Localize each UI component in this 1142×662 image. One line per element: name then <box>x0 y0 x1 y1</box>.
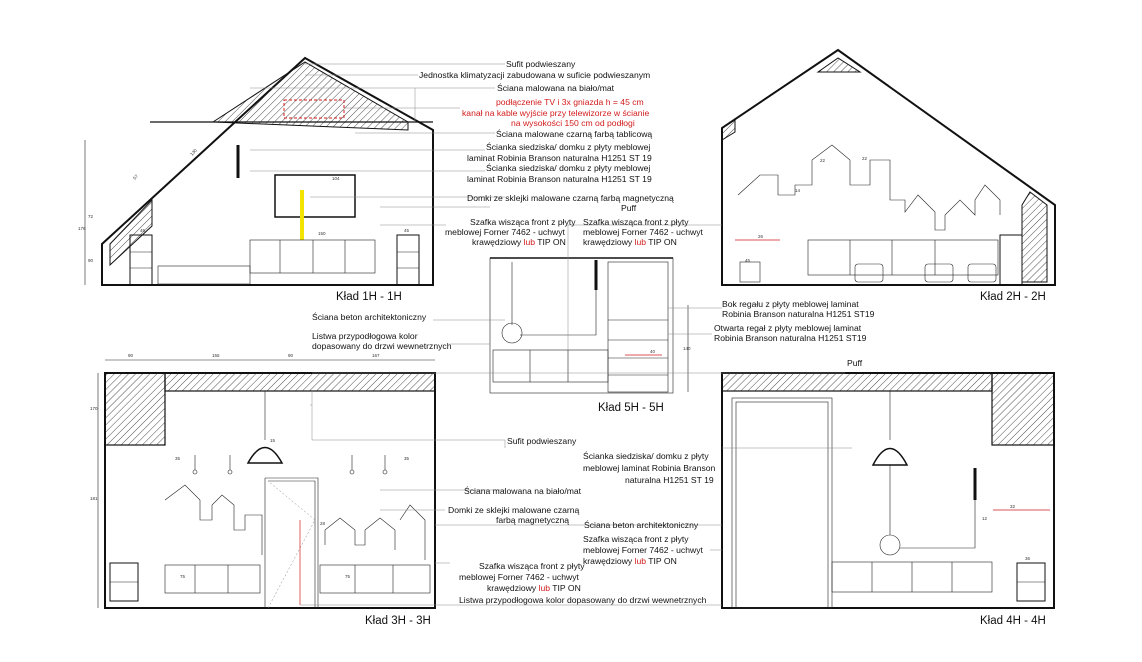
note-klima: Jednostka klimatyzacji zabudowana w suficie podwieszanym <box>419 70 651 80</box>
note-sufit-bottom: Sufit podwieszany <box>507 436 577 446</box>
view-title-4h: Kład 4H - 4H <box>980 615 1046 627</box>
house-shelf-stairs <box>738 145 1000 230</box>
note-szafka-r1-b: Szafka wisząca front z płyty <box>583 534 689 544</box>
note-beton-bottom: Ściana beton architektoniczny <box>584 520 699 530</box>
note-sciana-biala: Ściana malowana na biało/mat <box>497 83 615 93</box>
dim-label: 28 <box>320 521 326 526</box>
note-biala-bottom: Ściana malowana na biało/mat <box>464 486 582 496</box>
wall-hatch-4h-right <box>992 373 1054 445</box>
dim-label: 57 <box>132 173 140 181</box>
dim-label: 22 <box>820 158 826 163</box>
note-szafka-l3: krawędziowy lub TIP ON <box>472 237 566 247</box>
note-scianka-3: naturalna H1251 ST 19 <box>625 475 714 485</box>
note-bok-1: Bok regału z płyty meblowej laminat <box>722 299 859 309</box>
dim-label: 90 <box>288 353 294 358</box>
note-scianka-b2: laminat Robinia Branson naturalna H1251 ST 19 <box>467 174 652 184</box>
dim-label: 35 <box>175 456 181 461</box>
cabinet-row-2h <box>808 240 998 275</box>
dim-label: 90 <box>128 353 134 358</box>
note-scianka-2: meblowej laminat Robinia Branson <box>583 463 716 473</box>
tv-screen <box>275 175 355 217</box>
note-domki: Domki ze sklejki malowane czarną farbą magnetyczną <box>467 193 674 203</box>
lamp-globe-4h <box>880 535 900 555</box>
lamp-cable-5h <box>512 262 596 335</box>
note-szafka-r1: Szafka wisząca front z płyty <box>583 217 689 227</box>
dim-label: 104 <box>332 176 340 181</box>
note-tablica: Ściana malowane czarną farbą tablicową <box>496 129 653 139</box>
wall-hatch-3h-left <box>105 373 165 445</box>
note-bok-2: Robinia Branson naturalna H1251 ST19 <box>722 309 875 319</box>
pendant-lamp-3h <box>248 448 282 464</box>
roof-hatch-top-1h <box>213 62 408 130</box>
note-szafka-l2: meblowej Forner 7462 - uchwyt <box>445 227 565 237</box>
notes-bottom <box>448 436 716 605</box>
dim-label: 170 <box>90 406 98 411</box>
dim-label: 176 <box>78 226 86 231</box>
note-szafka-l1-b: Szafka wisząca front z płyty <box>479 561 585 571</box>
note-otwarta-2: Robinia Branson naturalna H1251 ST19 <box>714 333 867 343</box>
view-title-2h: Kład 2H - 2H <box>980 291 1046 303</box>
note-scianka-a1: Ścianka siedziska/ domku z płyty meblowej <box>486 142 651 152</box>
note-listwa-2: dopasowany do drzwi wewnetrznych <box>312 341 452 351</box>
cabinet-row-3h-right <box>320 565 430 593</box>
spotlights-3h <box>193 455 387 474</box>
note-szafka-r2: meblowej Forner 7462 - uchwyt <box>583 227 703 237</box>
note-tv-1: podłączenie TV i 3x gniazda h = 45 cm <box>496 97 644 107</box>
dim-label: 35 <box>404 456 410 461</box>
ceiling-band-3h <box>165 373 435 391</box>
pendant-lamp-4h <box>873 449 907 466</box>
view-5h <box>490 258 691 414</box>
note-szafka-l3-b: krawędziowy lub TIP ON <box>487 583 581 593</box>
dim-label: 12 <box>982 516 988 521</box>
note-szafka-r2-b: meblowej Forner 7462 - uchwyt <box>583 545 703 555</box>
bench-1h <box>158 266 250 284</box>
house-shelves-3h-right <box>325 505 425 560</box>
view-title-5h: Kład 5H - 5H <box>598 402 664 414</box>
dim-label: 90 <box>88 258 94 263</box>
dim-label: 181 <box>90 496 98 501</box>
dim-label: 40 <box>650 349 656 354</box>
pouf-2h-a <box>855 264 883 282</box>
note-scianka-b1: Ścianka siedziska/ domku z płyty meblowej <box>486 163 651 173</box>
note-szafka-l2-b: meblowej Forner 7462 - uchwyt <box>459 572 579 582</box>
dim-label: 150 <box>318 231 326 236</box>
view-4h <box>722 373 1054 627</box>
notes-top <box>419 59 674 213</box>
dim-label: 26 <box>758 234 764 239</box>
bench-2h <box>740 262 760 282</box>
dim-label: 22 <box>862 156 868 161</box>
note-puff-mid: Puff <box>847 358 863 368</box>
dim-label: 45 <box>404 228 410 233</box>
door-swing-3h <box>268 481 315 608</box>
roof-hatch-left-1h <box>110 200 152 265</box>
ceiling-band-4h <box>722 373 992 391</box>
note-scianka-1: Ścianka siedziska/ domku z płyty <box>583 451 709 461</box>
dim-label: 75 <box>180 574 186 579</box>
pouf-2h-b <box>925 264 953 282</box>
cabinet-row-1h <box>250 240 375 273</box>
drawer-unit-2h <box>1000 235 1022 285</box>
note-listwa-1: Listwa przypodłogowa kolor <box>312 331 418 341</box>
dim-label: 130 <box>189 147 198 157</box>
note-listwa-bottom: Listwa przypodłogowa kolor dopasowany do drzwi wewnetrznych <box>459 595 707 605</box>
dim-label: 167 <box>372 353 380 358</box>
drawer-unit-1h-right <box>397 235 419 285</box>
view-title-3h: Kład 3H - 3H <box>365 615 431 627</box>
note-tv-3: na wysokości 150 cm od podłogi <box>511 118 635 128</box>
dim-label: 32 <box>1010 504 1016 509</box>
pouf-2h-c <box>968 264 996 282</box>
dim-label: 155 <box>212 353 220 358</box>
dim-label: 14 <box>795 188 801 193</box>
note-szafka-l1: Szafka wisząca front z płyty <box>470 217 576 227</box>
note-puff-top: Puff <box>621 203 637 213</box>
dim-label: 45 <box>745 258 751 263</box>
note-szafka-r3-b: krawędziowy lub TIP ON <box>583 556 677 566</box>
door-3h <box>265 478 318 608</box>
lamp-globe-5h <box>502 323 522 343</box>
dim-label: 140 <box>683 346 691 351</box>
cabinet-row-3h-left <box>165 565 260 593</box>
view-title-1h: Kład 1H - 1H <box>336 291 402 303</box>
dim-label: 15 <box>270 438 276 443</box>
dim-label: 45 <box>140 228 146 233</box>
dim-label: 36 <box>1025 556 1031 561</box>
dim-label: 75 <box>345 574 351 579</box>
view-1h <box>78 58 433 303</box>
note-szafka-r3: krawędziowy lub TIP ON <box>583 237 677 247</box>
note-scianka-a2: laminat Robinia Branson naturalna H1251 ST 19 <box>467 153 652 163</box>
dim-label: 72 <box>88 214 94 219</box>
shelf-unit-5h <box>608 262 668 392</box>
note-beton: Ściana beton architektoniczny <box>312 312 427 322</box>
note-sufit: Sufit podwieszany <box>506 59 576 69</box>
note-domki-1: Domki ze sklejki malowane czarną <box>448 505 580 515</box>
view-2h <box>722 50 1055 303</box>
roof-hatch-right-2h <box>1022 192 1047 282</box>
lamp-cable-4h <box>890 465 975 548</box>
note-otwarta-1: Otwarta regał z płyty meblowej laminat <box>714 323 862 333</box>
cabinet-row-5h <box>493 350 608 382</box>
tall-panel-inner-4h <box>736 402 828 608</box>
note-domki-2: farbą magnetyczną <box>496 515 570 525</box>
roof-outline-2h <box>722 50 1055 285</box>
tall-panel-4h <box>732 398 832 608</box>
note-tv-2: kanał na kable wyjście przy telewizorze w ścianie <box>462 108 650 118</box>
house-shelves-3h-left <box>165 485 262 555</box>
